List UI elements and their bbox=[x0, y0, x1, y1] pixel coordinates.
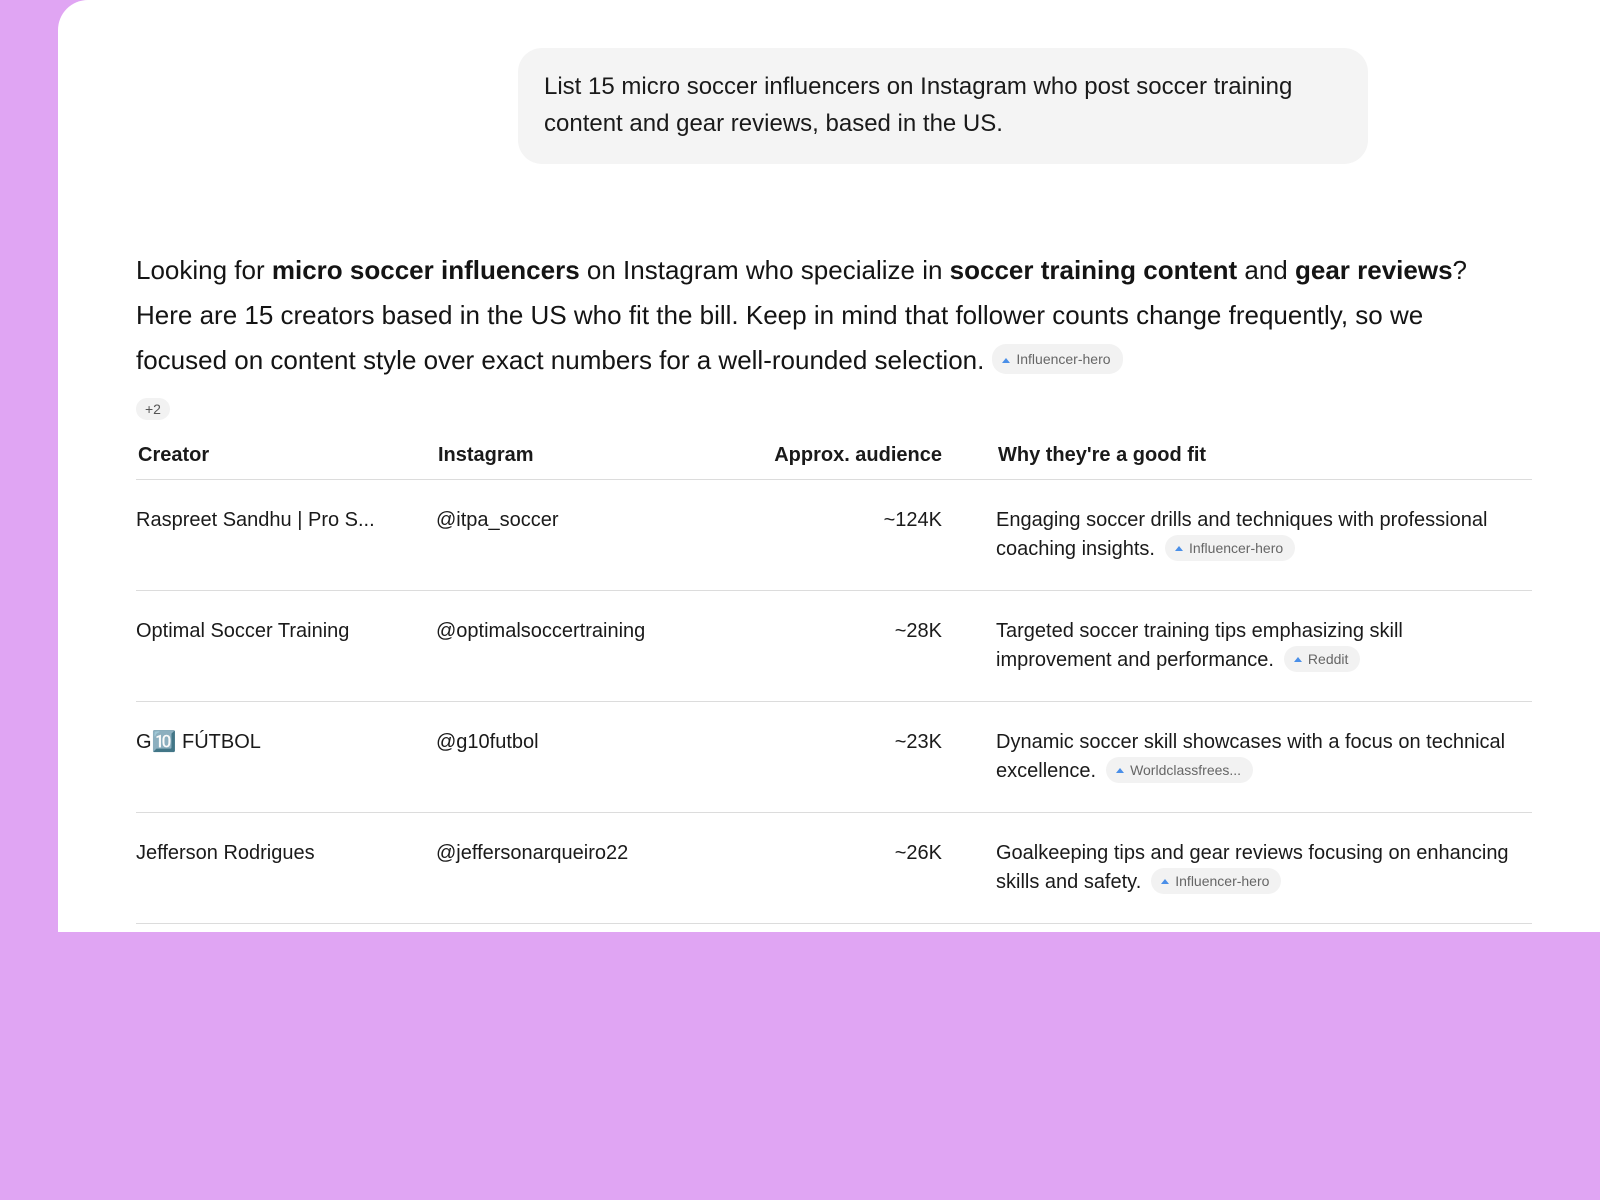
table-row bbox=[136, 591, 1532, 702]
answer-text: on Instagram who specialize in bbox=[579, 255, 950, 285]
source-chip-label: Influencer-hero bbox=[1016, 351, 1111, 368]
instagram-cell: @optimalsoccertraining bbox=[436, 591, 738, 702]
instagram-cell: @itpa_soccer bbox=[436, 480, 738, 591]
why-text: Dynamic soccer skill showcases with a focus on technical excellence. bbox=[996, 731, 1506, 782]
source-chip-label: Worldclassfrees... bbox=[1130, 761, 1242, 778]
table-row bbox=[136, 702, 1532, 813]
user-message-bubble bbox=[518, 48, 1368, 164]
assistant-answer bbox=[136, 248, 1476, 383]
more-sources-chip[interactable] bbox=[136, 398, 170, 420]
source-chip-label: Influencer-hero bbox=[1175, 872, 1270, 889]
audience-cell: ~26K bbox=[738, 813, 942, 924]
table-row bbox=[136, 480, 1532, 591]
why-text: Goalkeeping tips and gear reviews focusing on enhancing skills and safety. bbox=[996, 842, 1509, 893]
source-icon bbox=[1161, 879, 1169, 884]
why-text: Targeted soccer training tips emphasizing skill improvement and performance. bbox=[996, 620, 1403, 671]
answer-bold-text: gear reviews bbox=[1294, 255, 1453, 285]
creator-cell: Optimal Soccer Training bbox=[136, 591, 436, 702]
instagram-cell: @jeffersonarqueiro22 bbox=[436, 813, 738, 924]
header-instagram: Instagram bbox=[436, 432, 738, 480]
audience-cell: ~23K bbox=[738, 702, 942, 813]
source-icon bbox=[1116, 768, 1124, 773]
source-chip[interactable] bbox=[992, 344, 1122, 374]
audience-cell: ~124K bbox=[738, 480, 942, 591]
source-chip-label: Influencer-hero bbox=[1188, 539, 1284, 556]
answer-text: ? Here are 15 creators based in the US who fit the bill. Keep in mind that follower counts change frequently, so we focused on content style over exact numbers for a well-rounded selection. bbox=[136, 255, 1468, 375]
source-icon bbox=[1294, 657, 1302, 662]
creator-cell: Raspreet Sandhu | Pro S... bbox=[136, 480, 436, 591]
answer-text: and bbox=[1237, 255, 1295, 285]
chat-panel bbox=[58, 0, 1600, 932]
header-why: Why they're a good fit bbox=[942, 432, 1532, 480]
why-cell bbox=[942, 702, 1532, 813]
source-chip[interactable] bbox=[1165, 535, 1295, 561]
answer-bold-text: micro soccer influencers bbox=[271, 255, 580, 285]
table-row bbox=[136, 813, 1532, 924]
source-chip[interactable] bbox=[1106, 757, 1253, 783]
answer-text: Looking for bbox=[136, 255, 272, 285]
more-sources-label: +2 bbox=[145, 401, 161, 417]
why-cell bbox=[942, 480, 1532, 591]
source-chip[interactable] bbox=[1151, 868, 1281, 894]
answer-bold-text: soccer training content bbox=[949, 255, 1238, 285]
why-cell bbox=[942, 813, 1532, 924]
creator-cell: G🔟 FÚTBOL bbox=[136, 702, 436, 813]
header-audience: Approx. audience bbox=[738, 432, 942, 480]
table-header-row bbox=[136, 432, 1532, 480]
creators-table bbox=[136, 432, 1532, 924]
source-chip[interactable] bbox=[1284, 646, 1360, 672]
creator-cell: Jefferson Rodrigues bbox=[136, 813, 436, 924]
instagram-cell: @g10futbol bbox=[436, 702, 738, 813]
audience-cell: ~28K bbox=[738, 591, 942, 702]
user-message-text: List 15 micro soccer influencers on Instagram who post soccer training content and gear reviews, based in the US. bbox=[544, 73, 1293, 137]
why-text: Engaging soccer drills and techniques with professional coaching insights. bbox=[996, 509, 1488, 560]
source-chip-label: Reddit bbox=[1307, 650, 1349, 667]
source-icon bbox=[1175, 546, 1183, 551]
header-creator: Creator bbox=[136, 432, 436, 480]
source-icon bbox=[1002, 358, 1010, 363]
why-cell bbox=[942, 591, 1532, 702]
